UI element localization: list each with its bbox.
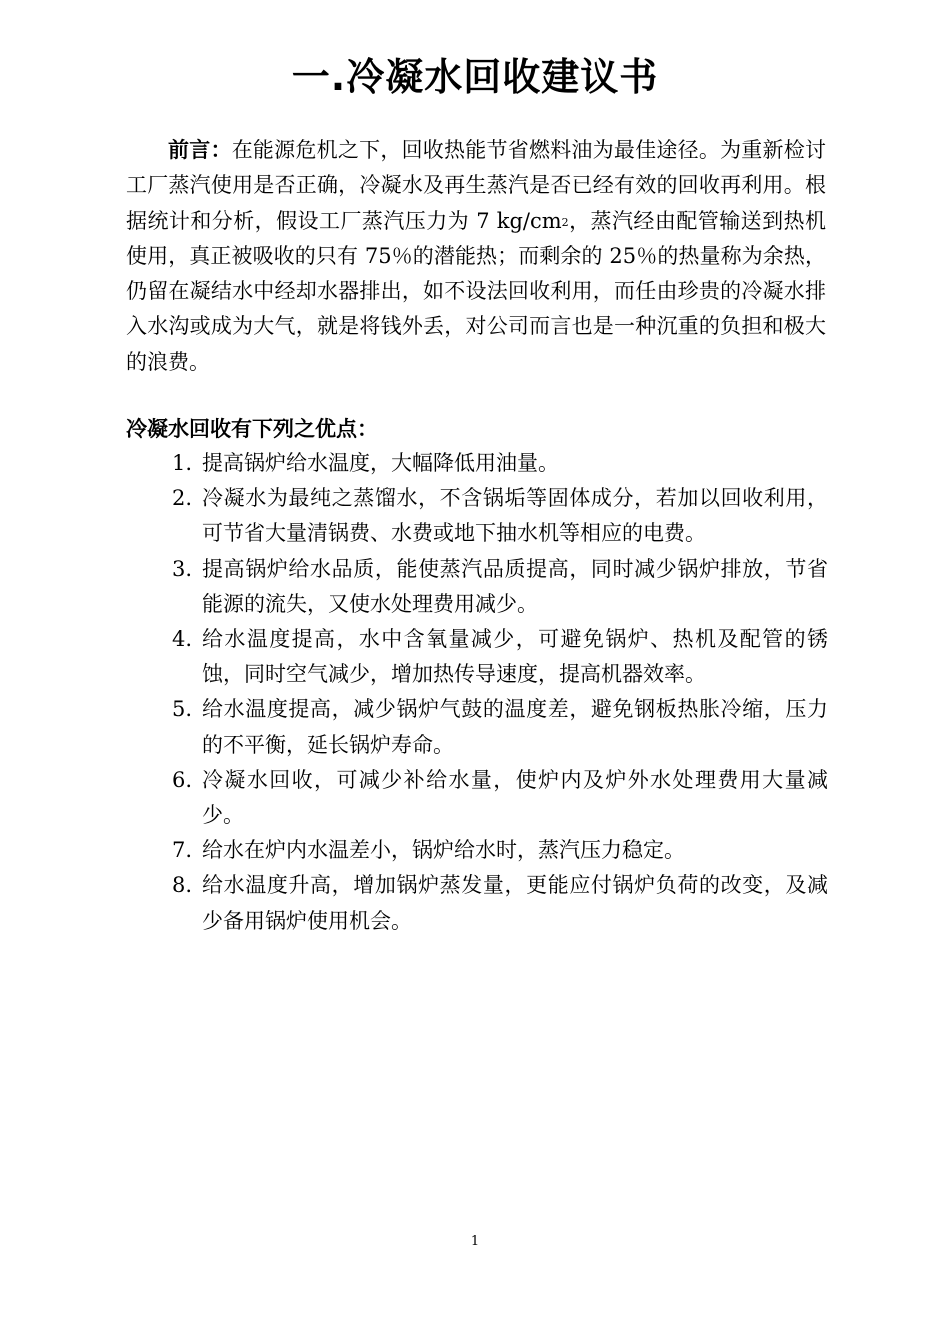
document-title: 一.冷凝水回收建议书 (291, 55, 659, 99)
advantages-heading: 冷凝水回收有下列之优点： (126, 416, 378, 441)
list-item-number: 1. (172, 451, 193, 475)
page-number: 1 (470, 1234, 480, 1249)
list-item (172, 833, 828, 868)
list-item-text: 冷凝水为最纯之蒸馏水，不含锅垢等固体成分，若加以回收利用，可节省大量清锅费、水费或地下抽水机等相应的电费。 (202, 486, 828, 546)
preface-text-continued: ，蒸汽经由配管输送到热机使用，真正被吸收的只有 75％的潜能热；而剩余的 25％的热量称为余热，仍留在凝结水中经却水器排出，如不设法回收利用，而任由珍贵的冷凝水排入水沟或成为大气，就是将钱外丢，对公司而言也是一种沉重的负担和极大的浪费。 (126, 208, 826, 374)
list-item-text: 冷凝水回收，可减少补给水量，使炉内及炉外水处理费用大量减少。 (202, 767, 828, 828)
list-item-text: 给水温度升高，增加锅炉蒸发量，更能应付锅炉负荷的改变，及减少备用锅炉使用机会。 (202, 873, 828, 933)
list-item-text: 提高锅炉给水温度，大幅降低用油量。 (202, 451, 559, 475)
unit-superscript: 2 (561, 215, 569, 229)
preface-lead-label: 前言： (168, 137, 232, 162)
list-item-number: 5. (172, 697, 193, 722)
preface-paragraph (126, 132, 826, 380)
list-item-number: 7. (172, 838, 193, 863)
list-item (172, 868, 828, 938)
list-item-text: 给水温度提高，减少锅炉气鼓的温度差，避免钢板热胀冷缩，压力的不平衡，延长锅炉寿命。 (202, 697, 828, 757)
list-item-text: 给水温度提高，水中含氧量减少，可避免锅炉、热机及配管的锈蚀，同时空气减少，增加热传导速度，提高机器效率。 (202, 627, 828, 687)
advantages-list (172, 446, 828, 939)
list-item-text: 给水在炉内水温差小，锅炉给水时，蒸汽压力稳定。 (202, 838, 685, 863)
list-item-number: 2. (172, 486, 193, 511)
list-item (172, 763, 828, 833)
list-item-text: 提高锅炉给水品质，能使蒸汽品质提高，同时减少锅炉排放，节省能源的流失，又使水处理费用减少。 (202, 556, 828, 616)
list-item (172, 692, 828, 762)
list-item-number: 6. (172, 767, 193, 792)
list-item-number: 3. (172, 556, 193, 581)
list-item-number: 4. (172, 627, 193, 652)
list-item (172, 552, 828, 622)
list-item (172, 622, 828, 692)
list-item (172, 481, 828, 551)
list-item-number: 8. (172, 873, 193, 898)
list-item (172, 446, 828, 481)
preface-text: 在能源危机之下，回收热能节省燃料油为最佳途径。为重新检讨工厂蒸汽使用是否正确，冷凝水及再生蒸汽是否已经有效的回收再利用。根据统计和分析，假设工厂蒸汽压力为 7 kg/cm (126, 138, 827, 233)
